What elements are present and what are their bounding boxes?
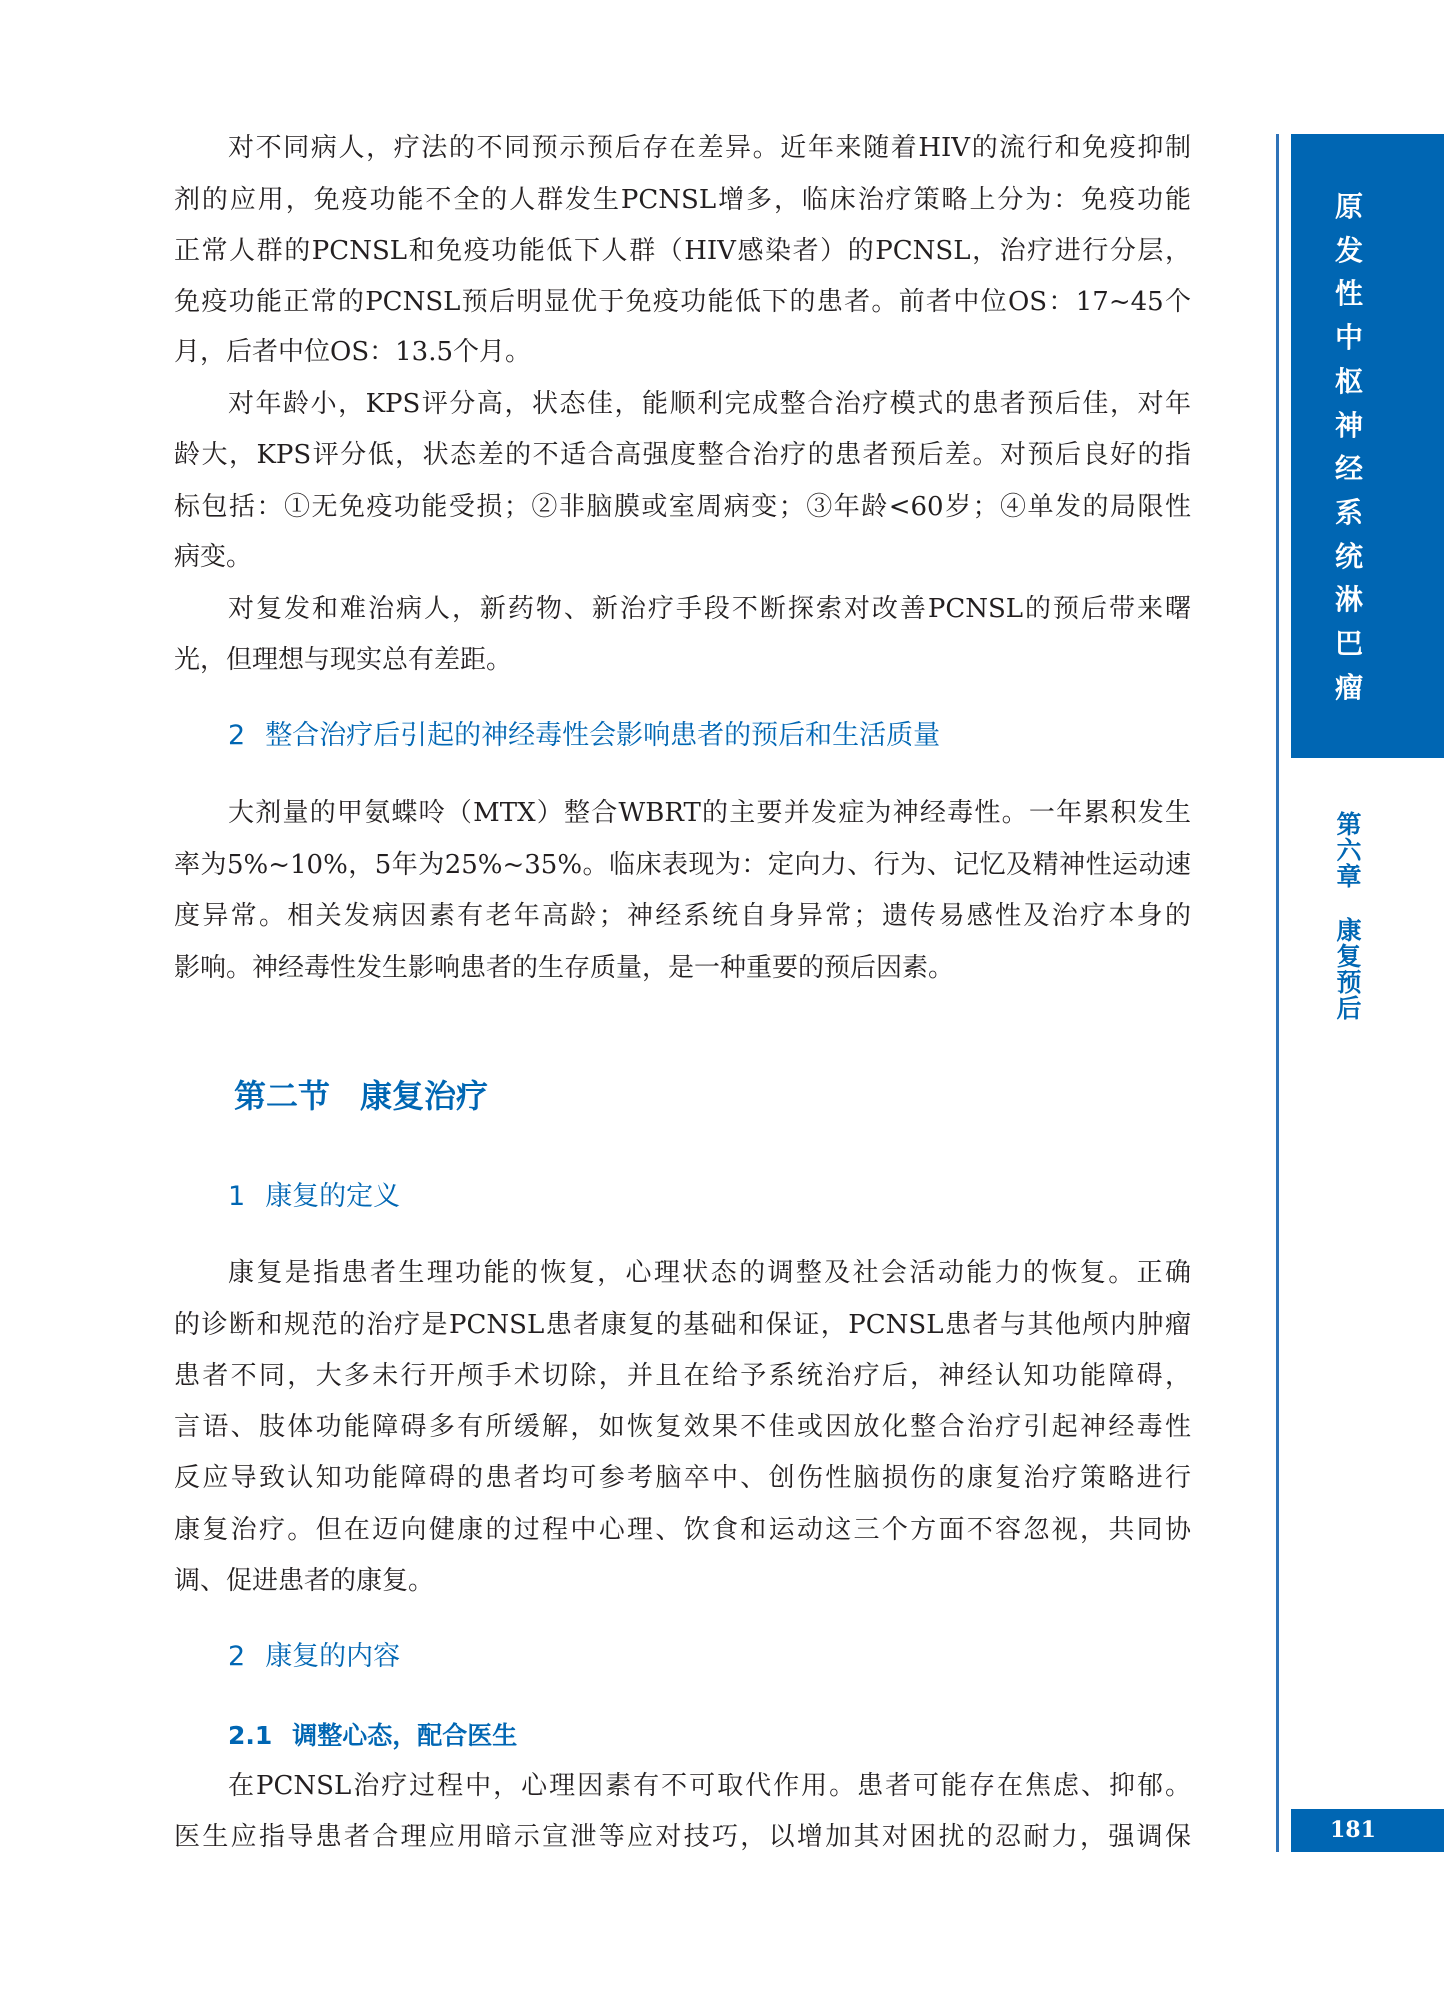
paragraph-line: 医生应指导患者合理应用暗示宣泄等应对技巧，以增加其对困扰的忍耐力，强调保 bbox=[174, 1822, 1191, 1852]
heading-number: 2 bbox=[228, 720, 246, 751]
heading-title: 调整心态，配合医生 bbox=[292, 1721, 518, 1750]
book-title-char: 瘤 bbox=[1334, 670, 1363, 704]
paragraph-line: 对年龄小，KPS评分高，状态佳，能顺利完成整合治疗模式的患者预后佳，对年 bbox=[228, 389, 1191, 419]
book-title-char: 淋 bbox=[1334, 583, 1363, 617]
chapter-char: 预 bbox=[1336, 968, 1362, 997]
chapter-char: 第 bbox=[1336, 810, 1362, 839]
paragraph-line: 反应导致认知功能障碍的患者均可参考脑卒中、创伤性脑损伤的康复治疗策略进行 bbox=[174, 1463, 1191, 1493]
paragraph-line: 言语、肢体功能障碍多有所缓解，如恢复效果不佳或因放化整合治疗引起神经毒性 bbox=[174, 1412, 1191, 1442]
paragraph-line: 率为5%~10%，5年为25%~35%。临床表现为：定向力、行为、记忆及精神性运动速 bbox=[174, 850, 1191, 880]
book-title-char: 巴 bbox=[1334, 627, 1363, 661]
subheading-neurotoxicity bbox=[228, 711, 940, 761]
chapter-char: 六 bbox=[1336, 836, 1362, 865]
book-title-char: 统 bbox=[1334, 539, 1363, 573]
paragraph-line: 月，后者中位OS：13.5个月。 bbox=[174, 337, 532, 367]
chapter-char: 康 bbox=[1336, 916, 1362, 945]
book-title-char: 性 bbox=[1334, 277, 1363, 311]
book-title-char: 经 bbox=[1334, 452, 1363, 486]
subheading-definition bbox=[228, 1172, 400, 1222]
paragraph-line: 在PCNSL治疗过程中，心理因素有不可取代作用。患者可能存在焦虑、抑郁。 bbox=[228, 1771, 1191, 1801]
paragraph-line: 标包括：①无免疫功能受损；②非脑膜或室周病变；③年龄<60岁；④单发的局限性 bbox=[174, 492, 1191, 522]
chapter-number bbox=[1332, 812, 1366, 890]
subheading-mindset bbox=[228, 1711, 517, 1761]
paragraph-line: 影响。神经毒性发生影响患者的生存质量，是一种重要的预后因素。 bbox=[174, 953, 955, 983]
page-number-box bbox=[1291, 1809, 1444, 1852]
chapter-char: 后 bbox=[1336, 994, 1362, 1023]
heading-number: 1 bbox=[228, 1181, 246, 1212]
paragraph-line: 免疫功能正常的PCNSL预后明显优于免疫功能低下的患者。前者中位OS：17~45个 bbox=[174, 287, 1191, 317]
book-title-char: 中 bbox=[1334, 321, 1363, 355]
heading-title: 康复的内容 bbox=[265, 1641, 401, 1672]
book-title-char: 发 bbox=[1334, 233, 1363, 267]
paragraph-line: 康复是指患者生理功能的恢复，心理状态的调整及社会活动能力的恢复。正确 bbox=[228, 1258, 1191, 1288]
paragraph-line: 大剂量的甲氨蝶呤（MTX）整合WBRT的主要并发症为神经毒性。一年累积发生 bbox=[228, 798, 1191, 828]
page-number: 181 bbox=[1330, 1817, 1376, 1843]
paragraph-line: 度异常。相关发病因素有老年高龄；神经系统自身异常；遗传易感性及治疗本身的 bbox=[174, 901, 1191, 931]
section-number: 第二节 bbox=[234, 1077, 331, 1115]
margin-rule bbox=[1276, 134, 1279, 1852]
chapter-char: 章 bbox=[1336, 862, 1362, 891]
paragraph-line: 正常人群的PCNSL和免疫功能低下人群（HIV感染者）的PCNSL，治疗进行分层， bbox=[174, 236, 1191, 266]
paragraph-line: 剂的应用，免疫功能不全的人群发生PCNSL增多，临床治疗策略上分为：免疫功能 bbox=[174, 185, 1191, 215]
paragraph-line: 病变。 bbox=[174, 542, 253, 572]
section-title: 康复治疗 bbox=[360, 1077, 489, 1115]
chapter-title bbox=[1332, 918, 1366, 1022]
subheading-content bbox=[228, 1632, 400, 1682]
paragraph-line: 对不同病人，疗法的不同预示预后存在差异。近年来随着HIV的流行和免疫抑制 bbox=[228, 133, 1191, 163]
heading-number: 2.1 bbox=[228, 1721, 273, 1750]
book-title-char: 枢 bbox=[1334, 364, 1363, 398]
book-title-char: 原 bbox=[1334, 190, 1363, 223]
book-title bbox=[1329, 185, 1369, 709]
paragraph-line: 龄大，KPS评分低，状态差的不适合高强度整合治疗的患者预后差。对预后良好的指 bbox=[174, 440, 1191, 470]
paragraph-line: 光，但理想与现实总有差距。 bbox=[174, 645, 513, 675]
book-title-char: 神 bbox=[1334, 408, 1363, 442]
paragraph-line: 对复发和难治病人，新药物、新治疗手段不断探索对改善PCNSL的预后带来曙 bbox=[228, 594, 1191, 624]
heading-title: 整合治疗后引起的神经毒性会影响患者的预后和生活质量 bbox=[265, 720, 941, 751]
book-title-char: 系 bbox=[1334, 495, 1363, 529]
paragraph-line: 调、促进患者的康复。 bbox=[174, 1566, 435, 1596]
paragraph-line: 患者不同，大多未行开颅手术切除，并且在给予系统治疗后，神经认知功能障碍， bbox=[174, 1361, 1191, 1391]
heading-title: 康复的定义 bbox=[265, 1181, 401, 1212]
paragraph-line: 康复治疗。但在迈向健康的过程中心理、饮食和运动这三个方面不容忽视，共同协 bbox=[174, 1515, 1191, 1545]
heading-number: 2 bbox=[228, 1641, 246, 1672]
paragraph-line: 的诊断和规范的治疗是PCNSL患者康复的基础和保证，PCNSL患者与其他颅内肿瘤 bbox=[174, 1310, 1191, 1340]
section-heading bbox=[234, 1076, 488, 1116]
chapter-char: 复 bbox=[1336, 942, 1362, 971]
